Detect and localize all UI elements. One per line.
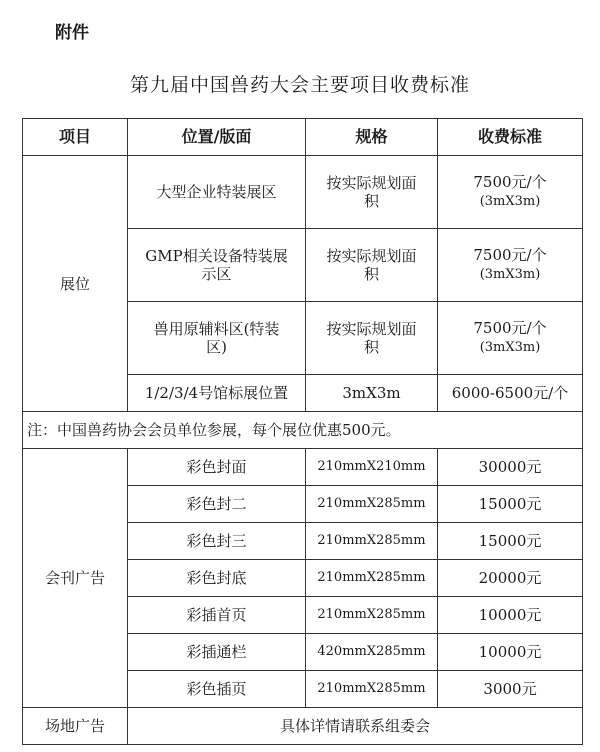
table-row: [23, 449, 583, 486]
booth-fee: 6000-6500元/个: [438, 375, 583, 412]
booth-position: 大型企业特装展区: [128, 156, 306, 229]
fee-table: [22, 118, 583, 745]
ad-fee: 20000元: [438, 560, 583, 597]
booth-spec: 按实际规划面 积: [306, 156, 438, 229]
table-row: [23, 708, 583, 745]
ad-fee: 10000元: [438, 597, 583, 634]
ad-position: 彩插首页: [128, 597, 306, 634]
ad-fee: 3000元: [438, 671, 583, 708]
header-spec: 规格: [306, 119, 438, 156]
booth-category: 展位: [23, 156, 128, 412]
document-title: 第九届中国兽药大会主要项目收费标准: [129, 74, 470, 96]
ad-position: 彩插通栏: [128, 634, 306, 671]
ad-fee: 10000元: [438, 634, 583, 671]
ad-position: 彩色插页: [128, 671, 306, 708]
booth-position: 兽用原辅料区(特装 区): [128, 302, 306, 375]
header-position: 位置/版面: [128, 119, 306, 156]
header-row: [23, 119, 583, 156]
ad-position: 彩色封三: [128, 523, 306, 560]
ad-fee: 15000元: [438, 486, 583, 523]
table-row: [23, 156, 583, 229]
ad-spec: 210mmX210mm: [306, 449, 438, 486]
booth-spec: 按实际规划面 积: [306, 229, 438, 302]
booth-fee: 7500元/个 (3mX3m): [438, 156, 583, 229]
ad-spec: 420mmX285mm: [306, 634, 438, 671]
ads-category: 会刊广告: [23, 449, 128, 708]
note-row: [23, 412, 583, 449]
ad-spec: 210mmX285mm: [306, 671, 438, 708]
header-fee: 收费标准: [438, 119, 583, 156]
ad-position: 彩色封底: [128, 560, 306, 597]
ad-spec: 210mmX285mm: [306, 486, 438, 523]
ad-spec: 210mmX285mm: [306, 597, 438, 634]
booth-position: GMP相关设备特装展 示区: [128, 229, 306, 302]
booth-spec: 按实际规划面 积: [306, 302, 438, 375]
ad-spec: 210mmX285mm: [306, 523, 438, 560]
ad-position: 彩色封面: [128, 449, 306, 486]
ad-position: 彩色封二: [128, 486, 306, 523]
booth-fee: 7500元/个 (3mX3m): [438, 229, 583, 302]
ad-fee: 30000元: [438, 449, 583, 486]
venue-category: 场地广告: [23, 708, 128, 745]
booth-spec: 3mX3m: [306, 375, 438, 412]
attachment-label: 附件: [55, 23, 89, 43]
ad-fee: 15000元: [438, 523, 583, 560]
header-item: 项目: [23, 119, 128, 156]
booth-fee: 7500元/个 (3mX3m): [438, 302, 583, 375]
booth-position: 1/2/3/4号馆标展位置: [128, 375, 306, 412]
ad-spec: 210mmX285mm: [306, 560, 438, 597]
venue-contact-text: 具体详情请联系组委会: [128, 708, 583, 745]
member-discount-note: 注：中国兽药协会会员单位参展，每个展位优惠500元。: [23, 412, 583, 449]
